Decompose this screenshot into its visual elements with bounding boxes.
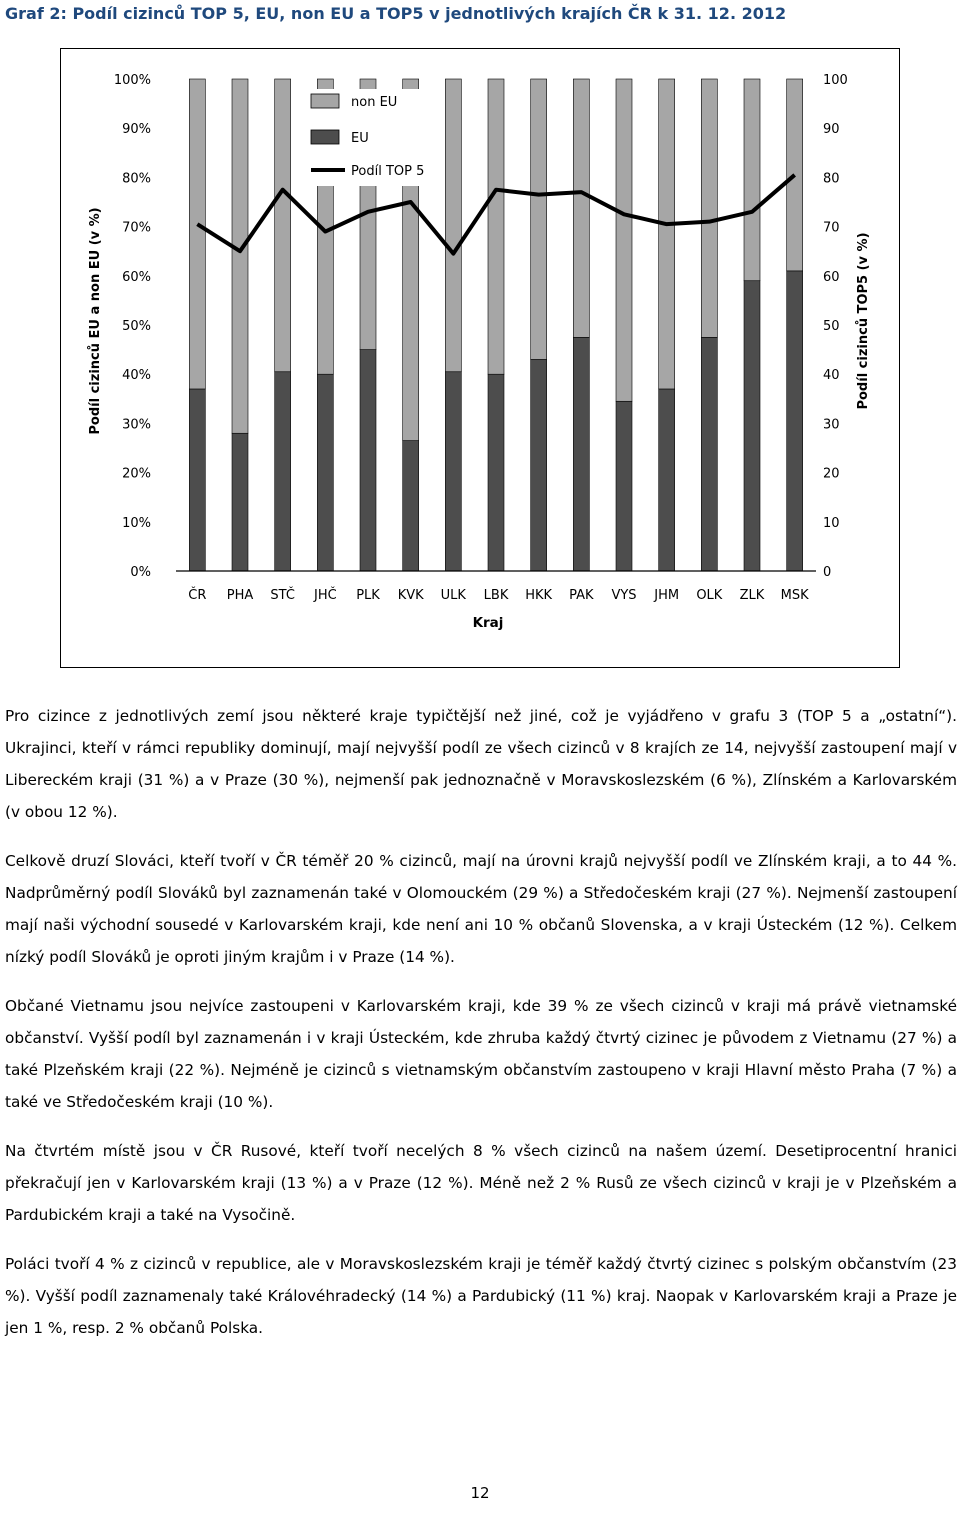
bar-eu-1 xyxy=(232,433,248,571)
legend-label-top5: Podíl TOP 5 xyxy=(351,164,425,179)
paragraph-4: Na čtvrtém místě jsou v ČR Rusové, kteří tvoří necelých 8 % všech cizinců na našem území. Desetiprocentní hranici překračují jen v Karlovarském kraji (13 %) a v Praze (12 %). Méně než 2 % Rusů ze všech cizinců v kraji je v Plzeňském a Pardubickém kraji a také na Vysočině. xyxy=(5,1142,957,1224)
bar-eu-6 xyxy=(445,372,461,571)
bar-non-eu-6 xyxy=(445,79,461,372)
bar-eu-0 xyxy=(189,389,205,571)
paragraph-1: Pro cizince z jednotlivých zemí jsou některé kraje typičtější než jiné, což je vyjádřeno v grafu 3 (TOP 5 a „ostatní“). Ukrajinci, kteří v rámci republiky dominují, mají nejvyšší podíl ze všech cizinců v 8 krajích ze 14, nejvyšší zastoupení mají v Libereckém kraji (31 %) a v Praze (30 %), nejmenší pak jednoznačně v Moravskoslezském (6 %), Zlínském a Karlovarském (v obou 12 %). xyxy=(5,707,957,821)
chart-container xyxy=(60,48,900,668)
y-tick-label-left: 10% xyxy=(122,515,151,531)
y-tick-label-left: 90% xyxy=(122,122,151,138)
x-tick-label: ULK xyxy=(440,588,466,603)
bar-eu-4 xyxy=(360,350,376,571)
x-tick-label: VYS xyxy=(611,588,637,603)
paragraph-3: Občané Vietnamu jsou nejvíce zastoupeni v Karlovarském kraji, kde 39 % ze všech cizinců v kraji má právě vietnamské občanství. Vyšší podíl byl zaznamenán i v kraji Ústeckém, kde zhruba každý čtvrtý cizinec je původem z Vietnamu (27 %) a také Plzeňském kraji (22 %). Nejméně je cizinců s vietnamským občanstvím zastoupeno v kraji Hlavní město Praha (7 %) a také ve Středočeském kraji (10 %). xyxy=(5,997,957,1111)
bar-non-eu-13 xyxy=(744,79,760,281)
x-tick-label: MSK xyxy=(780,588,809,603)
x-tick-label: JHČ xyxy=(313,588,337,603)
y-tick-label-right: 0 xyxy=(823,565,832,580)
y-tick-label-right: 100 xyxy=(823,73,848,88)
x-tick-label: KVK xyxy=(397,588,424,603)
x-tick-label: ČR xyxy=(188,588,207,603)
y-tick-label-left: 0% xyxy=(130,565,151,580)
y-tick-label-left: 60% xyxy=(122,269,151,285)
y-tick-label-right: 70 xyxy=(823,220,840,236)
x-tick-label: HKK xyxy=(525,588,553,603)
bar-non-eu-2 xyxy=(275,79,291,372)
y-tick-label-left: 70% xyxy=(122,220,151,236)
bar-eu-5 xyxy=(403,441,419,571)
y-axis-left-ticks xyxy=(114,73,151,580)
bar-non-eu-9 xyxy=(573,79,589,337)
x-tick-label: LBK xyxy=(483,588,509,603)
bar-eu-11 xyxy=(659,389,675,571)
bar-eu-12 xyxy=(701,337,717,571)
body-text xyxy=(5,700,957,1361)
figure-title: Graf 2: Podíl cizinců TOP 5, EU, non EU a TOP5 v jednotlivých krajích ČR k 31. 12. 2012 xyxy=(5,4,787,23)
bar-non-eu-7 xyxy=(488,79,504,374)
x-tick-label: PLK xyxy=(356,588,380,603)
x-tick-label: ZLK xyxy=(739,588,765,603)
bar-non-eu-1 xyxy=(232,79,248,433)
y-tick-label-right: 20 xyxy=(823,466,840,482)
bar-eu-2 xyxy=(275,372,291,571)
page-number: 12 xyxy=(470,1484,490,1502)
bar-non-eu-8 xyxy=(531,79,547,359)
chart-legend xyxy=(311,89,438,186)
y-axis-right-title: Podíl cizinců TOP5 (v %) xyxy=(856,232,871,410)
chart-svg xyxy=(61,49,901,669)
bar-eu-7 xyxy=(488,374,504,571)
y-tick-label-right: 60 xyxy=(823,269,840,285)
y-tick-label-left: 20% xyxy=(122,466,151,482)
y-tick-label-right: 80 xyxy=(823,171,840,187)
y-tick-label-right: 40 xyxy=(823,368,840,384)
legend-label-non-eu: non EU xyxy=(351,95,398,110)
y-tick-label-left: 40% xyxy=(122,368,151,384)
legend-label-eu: EU xyxy=(351,131,369,146)
bar-eu-13 xyxy=(744,281,760,571)
bar-non-eu-11 xyxy=(659,79,675,389)
x-axis-ticks xyxy=(188,587,809,603)
y-axis-right-ticks xyxy=(823,73,848,580)
x-tick-label: PAK xyxy=(569,588,594,603)
y-tick-label-left: 50% xyxy=(122,319,151,334)
legend-swatch-eu xyxy=(311,130,339,144)
y-tick-label-left: 80% xyxy=(122,171,151,187)
y-tick-label-left: 100% xyxy=(113,73,151,88)
x-tick-label: OLK xyxy=(696,588,723,603)
x-tick-label: JHM xyxy=(654,588,680,603)
bar-eu-8 xyxy=(531,359,547,571)
x-tick-label: STČ xyxy=(270,588,295,603)
bar-eu-3 xyxy=(317,374,333,571)
y-tick-label-right: 10 xyxy=(823,515,840,531)
x-tick-label: PHA xyxy=(226,588,254,603)
bar-eu-10 xyxy=(616,401,632,571)
y-tick-label-right: 30 xyxy=(823,417,840,433)
bar-group xyxy=(189,79,802,571)
bar-eu-14 xyxy=(787,271,803,571)
y-tick-label-right: 90 xyxy=(823,122,840,138)
bar-eu-9 xyxy=(573,337,589,571)
y-tick-label-right: 50 xyxy=(823,319,840,334)
bar-non-eu-12 xyxy=(701,79,717,337)
bar-non-eu-10 xyxy=(616,79,632,401)
x-axis-title: Kraj xyxy=(472,615,504,631)
paragraph-5: Poláci tvoří 4 % z cizinců v republice, ale v Moravskoslezském kraji je téměř každý čtvrtý cizinec s polským občanstvím (23 %). Vyšší podíl zaznamenaly také Královéhradecký (14 %) a Pardubický (11 %) kraj. Naopak v Karlovarském kraji a Praze je jen 1 %, resp. 2 % občanů Polska. xyxy=(5,1255,957,1337)
bar-non-eu-0 xyxy=(189,79,205,389)
y-axis-left-title: Podíl cizinců EU a non EU (v %) xyxy=(88,207,103,435)
y-tick-label-left: 30% xyxy=(122,417,151,433)
paragraph-2: Celkově druzí Slováci, kteří tvoří v ČR téměř 20 % cizinců, mají na úrovni krajů nejvyšší podíl ve Zlínském kraji, a to 44 %. Nadprůměrný podíl Slováků byl zaznamenán také v Olomouckém (29 %) a Středočeském kraji (27 %). Nejmenší zastoupení mají naši východní sousedé v Karlovarském kraji, kde není ani 10 % občanů Slovenska, a v kraji Ústeckém (12 %). Celkem nízký podíl Slováků je oproti jiným krajům i v Praze (14 %). xyxy=(5,852,957,966)
legend-swatch-non-eu xyxy=(311,94,339,108)
